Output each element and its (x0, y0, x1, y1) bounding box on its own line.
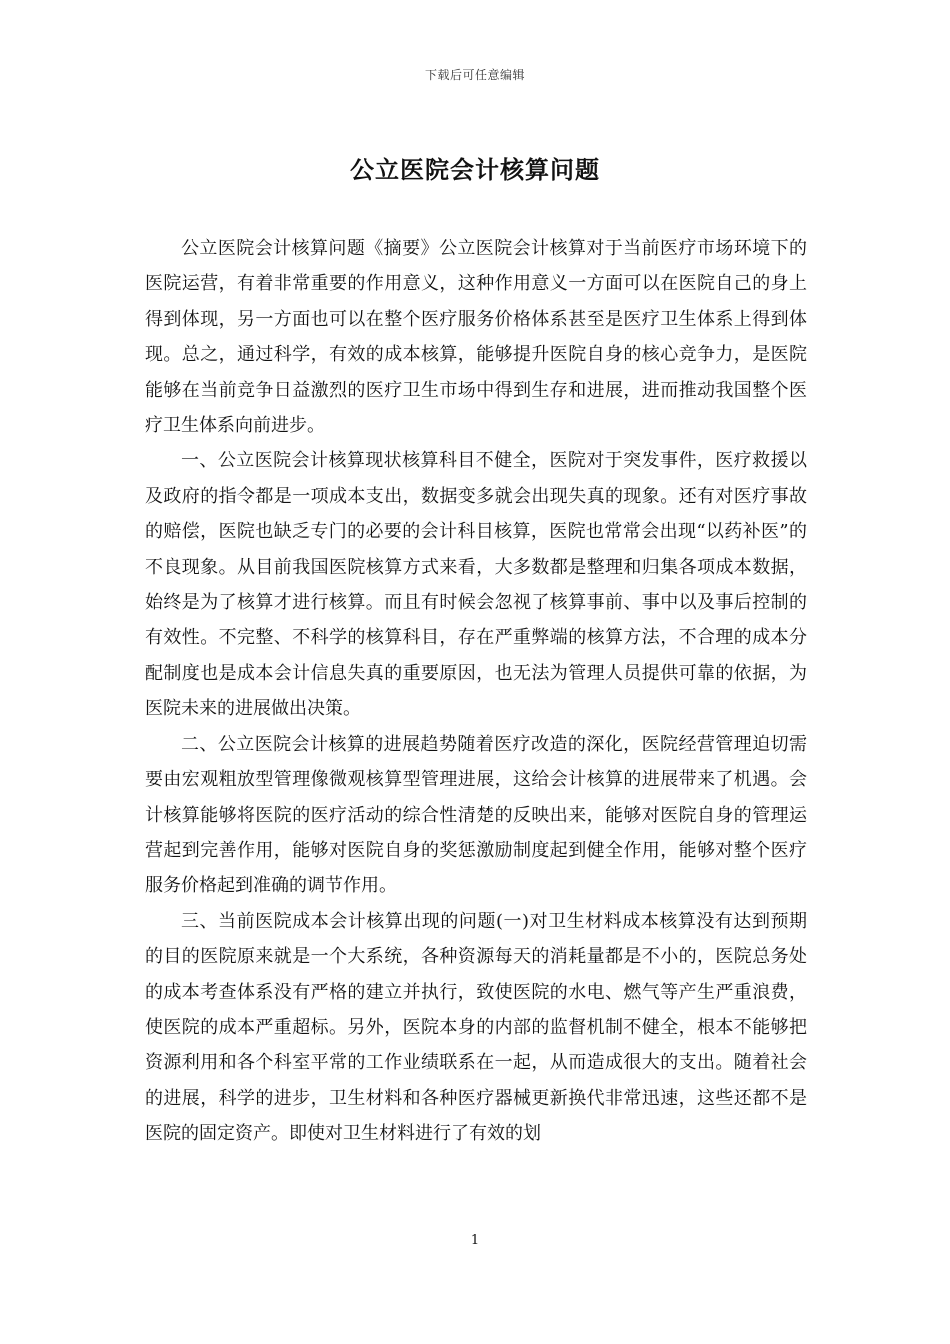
document-body (145, 231, 807, 1152)
header-note: 下载后可任意编辑 (424, 68, 525, 82)
paragraph-section-1: 一、公立医院会计核算现状核算科目不健全，医院对于突发事件，医疗救援以及政府的指令都是一项成本支出，数据变多就会出现失真的现象。还有对医疗事故的赔偿，医院也缺乏专门的必要的会计科目核算，医院也常常会出现“以药补医”的不良现象。从目前我国医院核算方式来看，大多数都是整理和归集各项成本数据，始终是为了核算才进行核算。而且有时候会忽视了核算事前、事中以及事后控制的有效性。不完整、不科学的核算科目，存在严重弊端的核算方法，不合理的成本分配制度也是成本会计信息失真的重要原因，也无法为管理人员提供可靠的依据，为医院未来的进展做出决策。 (145, 450, 807, 720)
paragraph-section-2: 二、公立医院会计核算的进展趋势随着医疗改造的深化，医院经营管理迫切需要由宏观粗放型管理像微观核算型管理进展，这给会计核算的进展带来了机遇。会计核算能够将医院的医疗活动的综合性清楚的反映出来，能够对医院自身的管理运营起到完善作用，能够对医院自身的奖惩激励制度起到健全作用，能够对整个医疗服务价格起到准确的调节作用。 (145, 733, 807, 897)
page-number: 1 (470, 1233, 480, 1248)
paragraph-abstract: 公立医院会计核算问题《摘要》公立医院会计核算对于当前医疗市场环境下的医院运营，有着非常重要的作用意义，这种作用意义一方面可以在医院自己的身上得到体现，另一方面也可以在整个医疗服务价格体系甚至是医疗卫生体系上得到体现。总之，通过科学，有效的成本核算，能够提升医院自身的核心竞争力，是医院能够在当前竞争日益激烈的医疗卫生市场中得到生存和进展，进而推动我国整个医疗卫生体系向前进步。 (145, 238, 807, 437)
document-title: 公立医院会计核算问题 (350, 155, 600, 184)
paragraph-section-3: 三、当前医院成本会计核算出现的问题(一)对卫生材料成本核算没有达到预期的目的医院原来就是一个大系统，各种资源每天的消耗量都是不小的，医院总务处的成本考查体系没有严格的建立并执行，致使医院的水电、燃气等产生严重浪费，使医院的成本严重超标。另外，医院本身的内部的监督机制不健全，根本不能够把资源利用和各个科室平常的工作业绩联系在一起，从而造成很大的支出。随着社会的进展，科学的进步，卫生材料和各种医疗器械更新换代非常迅速，这些还都不是医院的固定资产。即使对卫生材料进行了有效的划 (145, 910, 807, 1145)
